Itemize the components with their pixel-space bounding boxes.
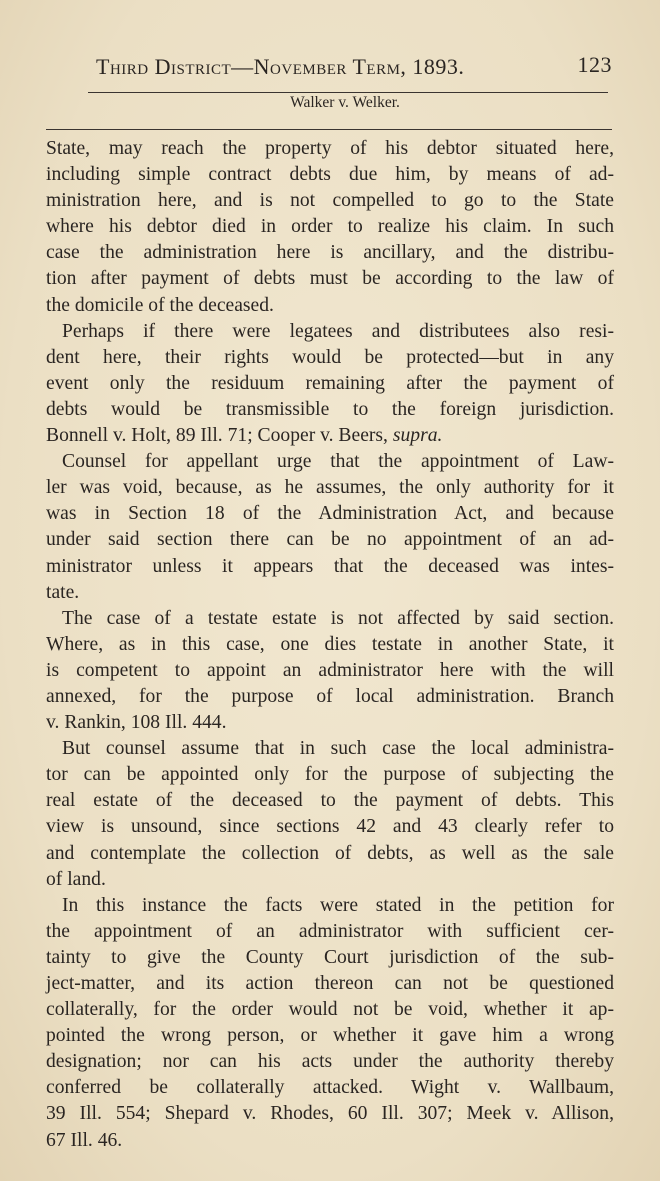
text-line: v. Rankin, 108 Ill. 444. [46, 712, 227, 734]
text-line: But counsel assume that in such case the local administra- [62, 738, 614, 760]
text-line: State, may reach the property of his debtor situated here, [46, 138, 614, 159]
text-line: 39 Ill. 554; Shepard v. Rhodes, 60 Ill. 307; Meek v. Allison, [46, 1103, 614, 1125]
text-line: tion after payment of debts must be according to the law of [46, 268, 614, 290]
text-line: was in Section 18 of the Administration Act, and because [46, 503, 614, 525]
case-title: Walker v. Welker. [290, 94, 400, 111]
text-line: under said section there can be no appointment of an ad- [46, 529, 614, 551]
text-line: the appointment of an administrator with sufficient cer- [46, 920, 614, 942]
text-line: annexed, for the purpose of local administration. Branch [46, 685, 614, 707]
text-line: ler was void, because, as he assumes, the only authority for it [46, 477, 614, 499]
text-line: case the administration here is ancillary, and the distribu- [46, 242, 614, 264]
text-line: tate. [46, 581, 80, 603]
text-line: of land. [46, 868, 106, 890]
text-line: The case of a testate estate is not affected by said section. [62, 607, 614, 629]
text-line: Perhaps if there were legatees and distributees also resi- [62, 320, 614, 342]
header-rule [88, 92, 608, 93]
text-line: event only the residuum remaining after the payment of [46, 372, 614, 394]
text-line: tor can be appointed only for the purpose of subjecting the [46, 764, 614, 786]
text-line: where his debtor died in order to realize his claim. In such [46, 216, 614, 238]
text-line: Bonnell v. Holt, 89 Ill. 71; Cooper v. Beers, supra. [46, 425, 443, 447]
text-line: conferred be collaterally attacked. Wight v. Wallbaum, [46, 1077, 614, 1099]
italic-citation: supra. [392, 425, 443, 447]
text-line: view is unsound, since sections 42 and 43 clearly refer to [46, 816, 614, 838]
running-title: Third District—November Term, 1893. [96, 54, 465, 79]
text-line: Where, as in this case, one dies testate in another State, it [46, 633, 614, 655]
text-line: is competent to appoint an administrator here with the will [46, 659, 614, 681]
text-line: tainty to give the County Court jurisdiction of the sub- [46, 946, 614, 968]
text-line: collaterally, for the order would not be void, whether it ap- [46, 999, 614, 1021]
text-line: 67 Ill. 46. [46, 1129, 123, 1151]
text-line: ministrator unless it appears that the deceased was intes- [46, 555, 614, 577]
text-line: the domicile of the deceased. [46, 294, 274, 316]
text-line: dent here, their rights would be protected—but in any [46, 346, 614, 368]
page-header [96, 48, 616, 84]
text-line: pointed the wrong person, or whether it gave him a wrong [46, 1025, 614, 1047]
text-line: including simple contract debts due him, by means of ad- [46, 164, 614, 186]
text-line: Counsel for appellant urge that the appointment of Law- [62, 451, 614, 473]
text-line: ministration here, and is not compelled to go to the State [46, 190, 614, 212]
text-line: debts would be transmissible to the foreign jurisdiction. [46, 398, 614, 420]
text-line: and contemplate the collection of debts, as well as the sale [46, 842, 614, 864]
case-title-rule [46, 129, 612, 130]
body-text [46, 136, 614, 1154]
page-number: 123 [577, 52, 612, 77]
text-line: real estate of the deceased to the payment of debts. This [46, 790, 614, 812]
text-line: ject-matter, and its action thereon can not be questioned [46, 973, 614, 994]
text-line: designation; nor can his acts under the authority thereby [46, 1051, 614, 1073]
text-line: In this instance the facts were stated in the petition for [62, 894, 614, 916]
